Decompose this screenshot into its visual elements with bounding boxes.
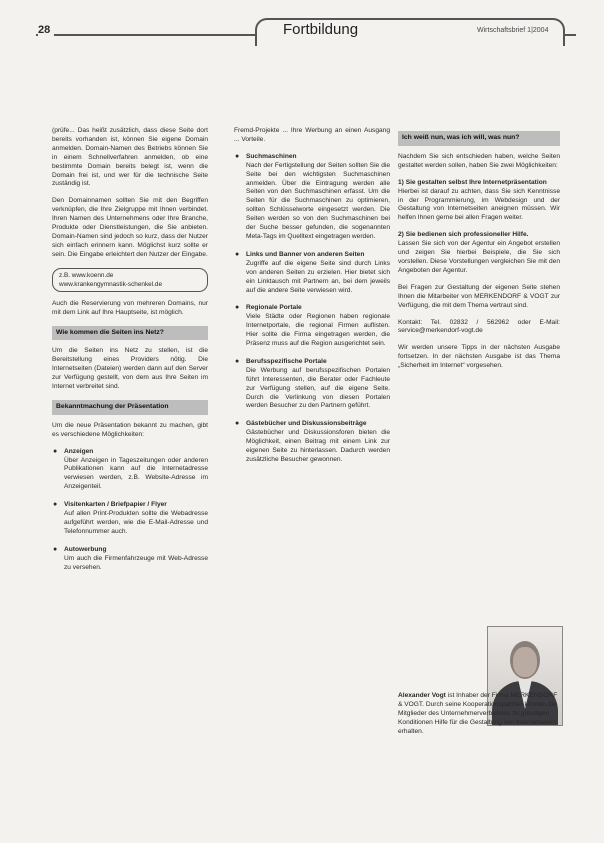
section-title: Fortbildung — [283, 21, 359, 38]
list-item-title: ● Suchmaschinen — [246, 152, 297, 160]
paragraph: (prüfe... Das heißt zusätzlich, dass diese Seite dort bereits vorhanden ist, können Sie eigene Domain anmelden. Domain-Namen des Betriebs können Sie in einem Schnellverfahren anmelden, ob eine bestimmte Domain bereits belegt ist, wenn die Domain frei ist, und wer für die technische Seite zuständig ist. — [52, 127, 208, 188]
list-item — [52, 501, 208, 537]
section-heading: Bekanntmachung der Präsentation — [52, 400, 208, 415]
list-item-text: Gästebücher und Diskussionsforen bieten die Möglichkeit, einen Beitrag mit einem Link zur eigenen Seite zu hinterlassen. Dadurch werden zusätzliche Besucher gewonnen. — [246, 429, 390, 463]
paragraph: Den Domainnamen sollten Sie mit den Begriffen verknüpfen, die Ihre Zielgruppe mit Ihnen verbindet. Ihren Namen des Unternehmens oder Ihre Branche, Produkte oder Dienstleistungen, die Sie anbieten. Domain-Namen sind jedoch so kurz, dass der Nutzer sich einfach erinnern kann. Möglichst kurz sollte er sein. Die Eingabe erleichtert den Nutzer der Eingabe. — [52, 197, 208, 258]
author-bio — [398, 692, 560, 737]
paragraph: Um die Seiten ins Netz zu stellen, ist die Bereitstellung eines Providers nötig. Die Internetseiten (Dateien) werden dann auf den Server zur Verfügung gestellt, von dem aus Ihre Seiten im Internet verbreitet sind. — [52, 347, 208, 391]
numbered-text: Hierbei ist darauf zu achten, dass Sie sich Kenntnisse in der Programmierung, im Webdesign und der Gestaltung von Internetseiten aneignen müssen. Wir helfen Ihnen gerne bei allen Fragen weiter. — [398, 187, 560, 222]
numbered-title: 1) Sie gestalten selbst Ihre Internetpräsentation — [398, 178, 547, 186]
contact-paragraph: Kontakt: Tel. 02832 / 562962 oder E-Mail: service@merkendorf-vogt.de — [398, 318, 560, 335]
list-item-text: Nach der Fertigstellung der Seiten sollten Sie die Seite bei den wichtigsten Suchmaschinen anmelden. Über die Eintragung werden alle Seiten von den Suchmaschinen erfasst. Um die Seiten für die Suchmaschinen zu optimieren, sollten Schlüsselworte eingesetzt werden. Die Seiten werden so von den Suchmaschinen bei der Suche besser gefunden, die sogenannten Meta-Tags im Quelltext eingetragen werden. — [246, 161, 390, 240]
column-2 — [234, 127, 390, 474]
list-item-title: ● Gästebücher und Diskussionsbeiträge — [246, 420, 367, 428]
list-item-text: Die Werbung auf berufsspezifischen Portalen führt Interessenten, die Berater oder Fachleute zur Verfügung stellen, auf die eigene Seite. Durch die Verlinkung von diesen Portalen werden Besucher zu den Partnern geführt. — [246, 366, 390, 410]
numbered-title: 2) Sie bedienen sich professioneller Hilfe. — [398, 231, 529, 239]
photo-face-shape — [513, 647, 537, 677]
list-item-text: Viele Städte oder Regionen haben regionale Internetportale, die regional Firmen auflisten. Hier sollte die Firma eingetragen werden, die Präsenz muss auf die Region ausgerichtet sein. — [246, 313, 390, 348]
list-item — [234, 420, 390, 465]
paragraph: Nachdem Sie sich entschieden haben, welche Seiten gestaltet werden sollen, haben Sie zwei Möglichkeiten: — [398, 152, 560, 169]
list-item-title: ● Autowerbung — [64, 545, 107, 553]
list-item — [52, 448, 208, 493]
page-number: 28 — [38, 24, 54, 36]
list-item-title: ● Berufsspezifische Portale — [246, 357, 327, 365]
numbered-paragraph — [398, 179, 560, 224]
list-item-title: ● Regionale Portale — [246, 304, 302, 312]
paragraph: Wir werden unsere Tipps in der nächsten Ausgabe fortsetzen. In der nächsten Ausgabe ist das Thema „Sicherheit im Internet“ vorgesehen. — [398, 344, 560, 370]
list-item-title: ● Visitenkarten / Briefpapier / Flyer — [64, 501, 167, 509]
list-item-text: Auf allen Print-Produkten sollte die Webadresse aufgeführt werden, wie die E-Mail-Adresse und Telefonnummer auch. — [64, 510, 208, 535]
section-heading: Ich weiß nun, was ich will, was nun? — [398, 131, 560, 146]
list-item-text: Über Anzeigen in Tageszeitungen oder anderen Publikationen kann auf die Internetadresse verwiesen werden, z.B. Website-Adresse im Anzeigenteil. — [64, 456, 208, 491]
section-heading: Wie kommen die Seiten ins Netz? — [52, 326, 208, 341]
paragraph: Um die neue Präsentation bekannt zu machen, gibt es verschiedene Möglichkeiten: — [52, 421, 208, 438]
list-item-title: ● Links und Banner von anderen Seiten — [246, 250, 365, 258]
paragraph: Bei Fragen zur Gestaltung der eigenen Seite stehen Ihnen die Mitarbeiter von MERKENDORF & VOGT zur Verfügung, die mit dem Thema vertraut sind. — [398, 283, 560, 309]
column-3 — [398, 127, 560, 379]
list-item-text: Um auch die Firmenfahrzeuge mit Web-Adresse zu versehen. — [64, 554, 208, 571]
numbered-text: Lassen Sie sich von der Agentur ein Angebot erstellen und zeigen Sie hierbei Beispiele, die Sie sich vorstellen. Diese Vorstellungen vergleichen Sie mit den Angeboten der Agentur. — [398, 240, 560, 274]
list-item-text: Zugriffe auf die eigene Seite sind durch Links von anderen Seiten zu erzielen. Hier bietet sich ein Linktausch mit Partnern an, bei dem jeweils auf die andere Seite verwiesen wird. — [246, 259, 390, 294]
url-example: www.krankengymnastik-schenkel.de — [59, 280, 163, 288]
issue-label: Wirtschaftsbrief 1|2004 — [477, 27, 549, 34]
url-example-box — [52, 268, 208, 292]
paragraph: Fremd-Projekte ... Ihre Werbung an einen Ausgang ... Vorteile. — [234, 127, 390, 143]
bullet-list — [52, 448, 208, 573]
list-item — [234, 251, 390, 296]
list-item — [52, 546, 208, 573]
url-example: z.B. www.koenn.de — [59, 271, 114, 279]
list-item — [234, 358, 390, 411]
list-item-title: ● Anzeigen — [64, 447, 94, 455]
list-item — [234, 153, 390, 242]
bullet-list — [234, 153, 390, 465]
paragraph: Auch die Reservierung von mehreren Domains, nur mit dem Link auf Ihre Hauptseite, ist möglich. — [52, 299, 208, 316]
author-bio-text: ist Inhaber der Firma MERKENDORF & VOGT. Durch seine Kooperationspartner können die Mitglieder des Unternehmerverbandes zu günstigen Konditionen Hilfe für die Gestaltung von Internetseiten erhalten. — [398, 692, 558, 735]
numbered-paragraph — [398, 231, 560, 276]
list-item — [234, 304, 390, 349]
column-1 — [52, 127, 208, 582]
author-name: Alexander Vogt — [398, 692, 446, 699]
